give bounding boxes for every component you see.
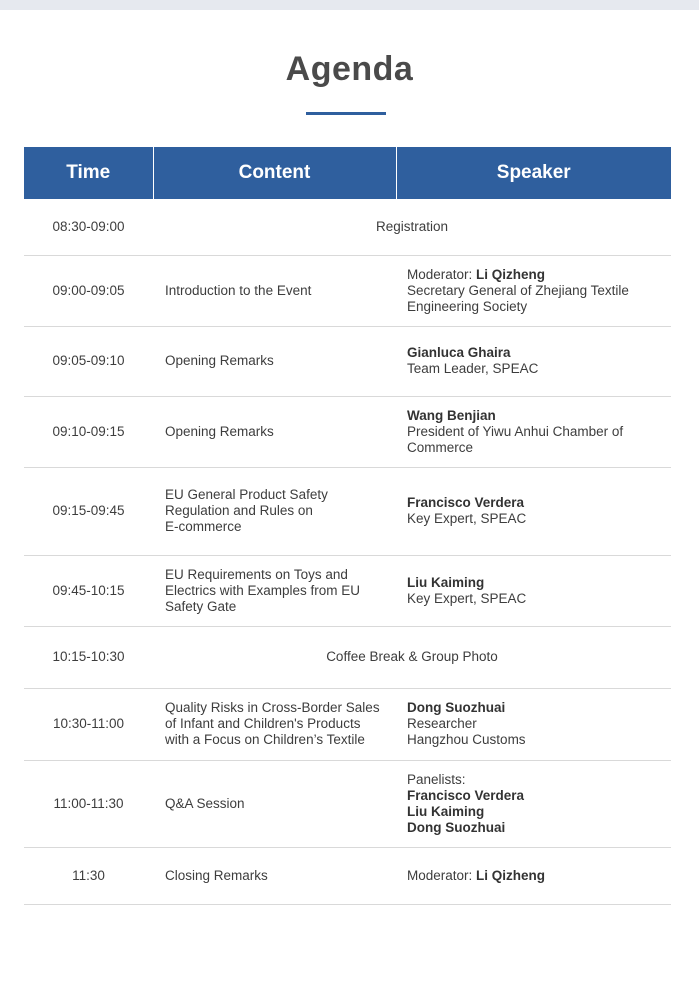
content-line: Quality Risks in Cross-Border Sales: [165, 700, 380, 715]
content-cell: [153, 688, 396, 760]
speaker-role: Moderator:: [407, 266, 477, 282]
speaker-name: Liu Kaiming: [407, 574, 485, 590]
session-cell: Coffee Break & Group Photo: [153, 626, 671, 688]
agenda-header-row: [24, 147, 671, 199]
speaker-title: Key Expert, SPEAC: [407, 511, 527, 526]
content-cell: [153, 467, 396, 555]
time-cell: 09:45-10:15: [24, 555, 153, 626]
content-cell: [153, 326, 396, 396]
speaker-name: Wang Benjian: [407, 407, 496, 423]
content-line: of Infant and Children's Products: [165, 716, 361, 731]
speaker-cell: [396, 396, 671, 467]
time-cell: 09:00-09:05: [24, 255, 153, 326]
time-cell: 09:15-09:45: [24, 467, 153, 555]
time-cell: 11:00-11:30: [24, 760, 153, 847]
content-cell: [153, 555, 396, 626]
content-line: Opening Remarks: [165, 353, 274, 368]
agenda-row: [24, 688, 671, 760]
speaker-name: Liu Kaiming: [407, 803, 485, 819]
speaker-cell: [396, 555, 671, 626]
content-cell: [153, 847, 396, 904]
agenda-row: [24, 255, 671, 326]
agenda-row: [24, 760, 671, 847]
speaker-name: Francisco Verdera: [407, 787, 525, 803]
agenda-row: [24, 555, 671, 626]
header-speaker: Speaker: [396, 147, 671, 199]
content-line: Opening Remarks: [165, 423, 274, 439]
content-line: Electrics with Examples from EU: [165, 582, 361, 598]
speaker-cell: [396, 326, 671, 396]
content-cell: [153, 396, 396, 467]
panelists-label: Panelists:: [407, 771, 466, 787]
time-cell: 08:30-09:00: [24, 199, 153, 255]
speaker-title: Researcher: [407, 716, 477, 731]
content-line: EU General Product Safety: [165, 487, 328, 502]
speaker-name: Dong Suozhuai: [407, 700, 506, 715]
time-cell: 10:15-10:30: [24, 626, 153, 688]
speaker-title: Engineering Society: [407, 298, 528, 314]
agenda-row: [24, 847, 671, 904]
title-underline: [306, 112, 386, 115]
speaker-name: Gianluca Ghaira: [407, 345, 511, 360]
speaker-title: Commerce: [407, 439, 474, 455]
time-cell: 10:30-11:00: [24, 688, 153, 760]
speaker-cell: [396, 760, 671, 847]
content-line: Introduction to the Event: [165, 282, 312, 298]
agenda-row: [24, 396, 671, 467]
agenda-row: [24, 467, 671, 555]
content-line: EU Requirements on Toys and: [165, 566, 348, 582]
agenda-row: [24, 326, 671, 396]
header-time: Time: [24, 147, 153, 199]
speaker-cell: [396, 255, 671, 326]
speaker-cell: [396, 847, 671, 904]
content-line: E-commerce: [165, 519, 242, 534]
speaker-cell: [396, 467, 671, 555]
time-cell: 09:10-09:15: [24, 396, 153, 467]
header-content: Content: [153, 147, 396, 199]
speaker-title: Team Leader, SPEAC: [407, 361, 539, 376]
content-line: Q&A Session: [165, 795, 245, 811]
content-line: Closing Remarks: [165, 867, 268, 883]
speaker-title: Hangzhou Customs: [407, 732, 526, 747]
speaker-name: Francisco Verdera: [407, 495, 525, 510]
top-band: [0, 0, 699, 10]
speaker-title: Key Expert, SPEAC: [407, 590, 527, 606]
content-line: Regulation and Rules on: [165, 503, 313, 518]
content-line: Safety Gate: [165, 598, 237, 614]
time-cell: 09:05-09:10: [24, 326, 153, 396]
time-cell: 11:30: [24, 847, 153, 904]
speaker-cell: [396, 688, 671, 760]
speaker-role: Moderator:: [407, 867, 477, 883]
agenda-table: [24, 147, 671, 905]
content-cell: [153, 255, 396, 326]
page-title: Agenda: [285, 50, 414, 88]
agenda-row: [24, 626, 671, 688]
speaker-name: Li Qizheng: [476, 266, 546, 282]
speaker-title: Secretary General of Zhejiang Textile: [407, 282, 629, 298]
content-line: with a Focus on Children’s Textile: [165, 732, 365, 747]
session-cell: Registration: [153, 199, 671, 255]
speaker-title: President of Yiwu Anhui Chamber of: [407, 423, 624, 439]
agenda-row: [24, 199, 671, 255]
speaker-name: Dong Suozhuai: [407, 819, 506, 835]
content-cell: [153, 760, 396, 847]
speaker-name: Li Qizheng: [476, 867, 546, 883]
